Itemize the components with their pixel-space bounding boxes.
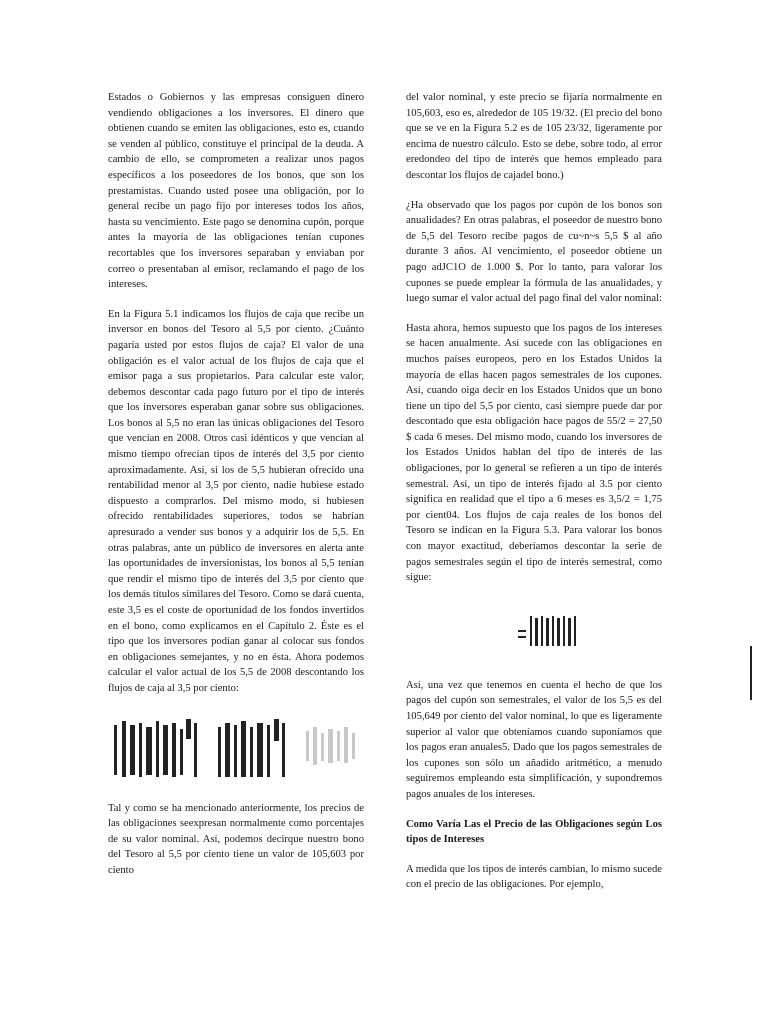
paragraph-semiannual-result: Así, una vez que tenemos en cuenta el hecho de que los pagos del cupón son semestrales, el valor de los 5,5 es del 105,649 por ciento del valor nominal, lo que es ligeramente superior al valor que obteníamos cuando suponíamos que los pagos eran anuales5. Dado que los pagos semestrales de los cupones son sólo un añadido aritmético, a menudo seguiremos empleando esta simplificación, y supondremos pagos anuales de los intereses.	[406, 679, 662, 800]
paragraph-figure-5-1: En la Figura 5.1 indicamos los flujos de caja que recibe un inversor en bonos del Tesoro al 5,5 por ciento. ¿Cuánto pagaría usted por estos flujos de caja? El valor de una obligación es el valor actual de los flujos de caja que el emisor paga a sus propietarios. Para calcular este valor, debemos descontar cada pago futuro por el tipo de interés que los inversores esperaban ganar sobre sus obligaciones. Los bonos al 5,5 no eran las únicas obligaciones del Tesoro que vencían en 2008. Otros casi idénticos y que vencían al mismo tiempo ofrecían tipos de interés del 3,5 por ciento aproximadamente. Así, si los de 5,5 hubieran ofrecido una rentabilidad menor al 3,5 por ciento, nadie hubiese estado dispuesto a comprarlos. Del mismo modo, si hubiesen ofrecido rentabilidades superiores, todos se habrían apresurado a vender sus bonos y a adquirir los de 5,5. En otras palabras, ante un público de inversores en alerta ante las oportunidades de inversionistas, los bonos al 5,5 tenían que rendir el mismo tipo de interés del 3,5 por ciento que los demás títulos similares del Tesoro. Como se dará cuenta, este 3,5 es el coste de oportunidad de los fondos invertidos en el bono, como explicamos en el Capítulo 2. Éste es el tipo que los inversores podían ganar al colocar sus fondos en obligaciones semejantes, y no en ésta. Ahora podemos calcular el valor actual de los 5,5 de 2008 descontando los flujos de caja al 3,5 por ciento:	[108, 308, 364, 694]
right-margin-bar	[750, 646, 752, 700]
present-value-formula	[108, 711, 364, 783]
paragraph-nominal-value: Tal y como se ha mencionado anteriormente, los precios de las obligaciones seexpresan normalmente como porcentajes de su valor nominal. Así, podemos decirque nuestro bono del Tesoro al 5,5 por ciento tiene un valor de 105,603 por ciento	[108, 802, 364, 876]
formula-glyph-2: (1,035)³	[216, 710, 220, 712]
paragraph-rates-change: A medida que los tipos de interés cambian, lo mismo sucede con el precio de las obligaciones. Por ejemplo,	[406, 863, 662, 891]
formula-faded-term	[304, 711, 360, 781]
paragraph-semiannual: Hasta ahora, hemos supuesto que los pagos de los intereses se hacen anualmente. Así sucede con las obligaciones en muchos países europeos, pero en los Estados Unidos la mayoría de ellas hacen pagos semestrales de los cupones. Así, cuando oiga decir en los Estados Unidos que un bono tiene un tipo del 5,5 por ciento, casi siempre puede dar por descontado que esta obligación hace pagos de 55/2 = 27,50 $ cada 6 meses. Del mismo modo, cuando los inversores de los Estados Unidos hablan del tipo de interés de las obligaciones, por lo general se refieren a un tipo de interés semestral. Así, un tipo de interés fijado al 3.5 por ciento significa en realidad que el tipo a 6 meses es 3,5/2 = 1,75 por cient04. Los flujos de caja reales de los bonos del Tesoro se indican en la Figura 5.3. Para valorar los bonos con mayor exactitud, deberíamos descontar la serie de pagos semestrales según el tipo de interés semestral, como sigue:	[406, 322, 662, 584]
paragraph-price-quote: del valor nominal, y este precio se fijaría normalmente en 105,603, eso es, alrededor de 105 19/32. (El precio del bono que se ve en la Figura 5.2 es de 105 23/32, ligeramente por encima de nuestro cálculo. Esto se debe, sobre todo, al error eredondeo del tipo de interés que hemos empleado para descontar los flujos de cajadel bono.)	[406, 92, 662, 181]
paragraph-annuities: ¿Ha observado que los pagos por cupón de los bonos son anualidades? En otras palabras, el poseedor de nuestro bono de 5,5 del Tesoro recibe pagos de cu~n~s 5,5 $ al año durante 3 años. Al vencimiento, el poseedor obtiene un pago adJC1O de 1.000 $. Por lo tanto, para valorar los cupones se puede emplear la fórmula de las anualidades, y luego sumar el valor actual del pago final del valor nominal:	[406, 199, 662, 305]
formula-result	[518, 610, 582, 650]
semiannual-value-formula	[406, 600, 662, 660]
paragraph-bond-intro: Estados o Gobiernos y las empresas consiguen dinero vendiendo obligaciones a los inversores. El dinero que obtienen cuando se emiten las obligaciones, esto es, cuando se venden al público, constituye el principal de la deuda. A cambio de ello, se comprometen a realizar unos pagos específicos a los poseedores de los bonos, que son los prestamistas. Cuando usted posee una obligación, por lo general recibe un pago fijo por intereses todos los años, hasta su vencimiento. Este pago se denomina cupón, porque antes la mayoría de las obligaciones tenían cupones recortables que los inversores separaban y enviaban por correo o presentaban al emisor, reclamando el pago de los intereses.	[108, 92, 364, 291]
formula-denominator-1	[112, 711, 202, 781]
left-column	[108, 90, 364, 893]
formula-glyph-result: = 105,649 $	[518, 609, 523, 611]
formula-denominator-2	[216, 711, 290, 781]
formula-glyph-1: (1,035)²	[112, 710, 116, 712]
section-heading: Como Varía Las el Precio de las Obligaciones según Los tipos de Intereses	[406, 818, 662, 846]
right-column	[406, 90, 662, 907]
